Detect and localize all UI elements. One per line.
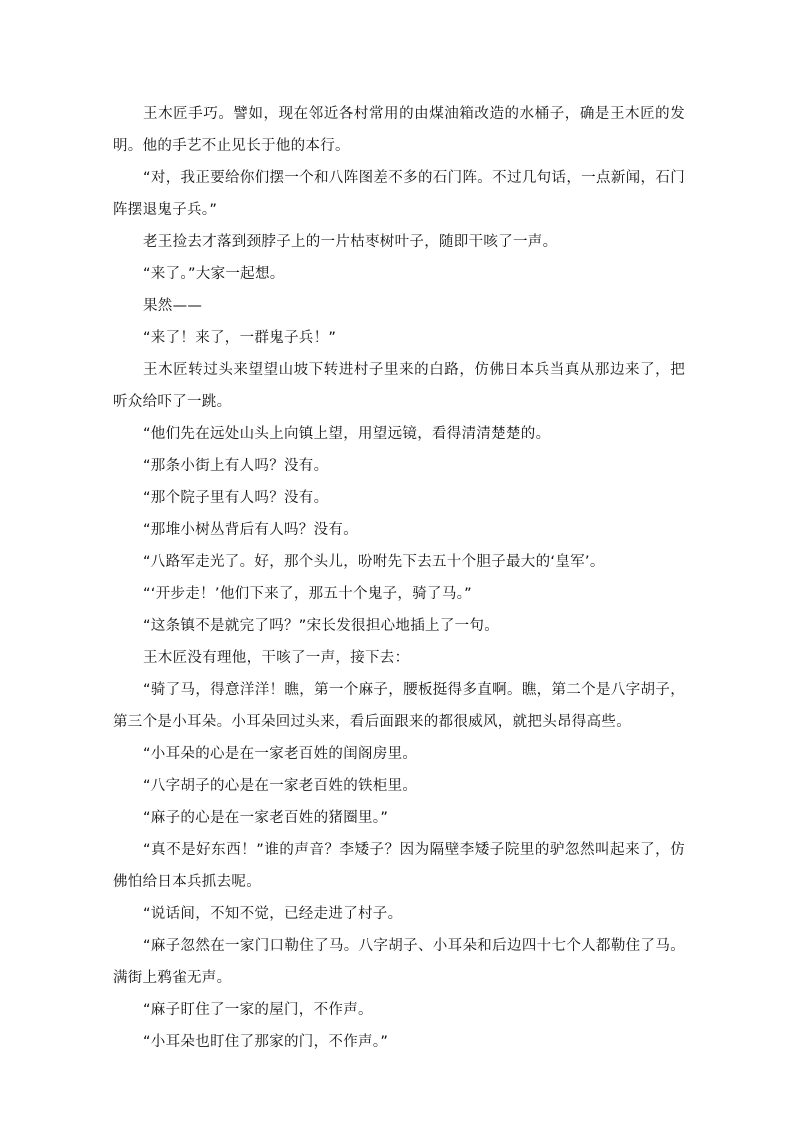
paragraph: 老王捡去才落到颈脖子上的一片枯枣树叶子，随即干咳了一声。 [143,234,558,250]
paragraph: “他们先在远处山头上向镇上望，用望远镜，看得清清楚楚的。 [143,426,551,442]
paragraph: 果然—— [143,298,203,314]
paragraph: “小耳朵也盯住了那家的门，不作声。” [143,1034,389,1050]
paragraph: “来了！来了，一群鬼子兵！” [143,330,337,346]
paragraph: “骑了马，得意洋洋！瞧，第一个麻子，腰板挺得多直啊。瞧，第二个是八字胡子，第三个是小耳朵。小耳朵回过头来，看后面跟来的都很威风，就把头昂得高些。 [113,682,685,730]
paragraph: “麻子忽然在一家门口勒住了马。八字胡子、小耳朵和后边四十七个人都勒住了马。满街上鸦雀无声。 [113,938,685,986]
paragraph: “八字胡子的心是在一家老百姓的铁柜里。 [143,778,418,794]
document-body [113,98,685,1058]
paragraph: “对，我正要给你们摆一个和八阵图差不多的石门阵。不过几句话，一点新闻，石门阵摆退鬼子兵。” [113,170,685,218]
paragraph: “小耳朵的心是在一家老百姓的闺阁房里。 [143,746,418,762]
paragraph: “麻子盯住了一家的屋门，不作声。 [143,1002,373,1018]
paragraph: “‘开步走！’他们下来了，那五十个鬼子，骑了马。” [143,586,472,602]
paragraph: “来了。”大家一起想。 [143,266,285,282]
paragraph: 王木匠转过头来望望山坡下转进村子里来的白路，仿佛日本兵当真从那边来了，把听众给吓了一跳。 [113,362,685,410]
paragraph: “麻子的心是在一家老百姓的猪圈里。” [143,810,389,826]
paragraph: “说话间，不知不觉，已经走进了村子。 [143,906,403,922]
paragraph: “那个院子里有人吗？没有。 [143,490,329,506]
paragraph: 王木匠没有理他，干咳了一声，接下去： [143,650,410,666]
paragraph: “这条镇不是就完了吗？”宋长发很担心地插上了一句。 [143,618,500,634]
paragraph: “真不是好东西！”谁的声音？李矮子？因为隔壁李矮子院里的驴忽然叫起来了，仿佛怕给日本兵抓去呢。 [113,842,685,890]
paragraph: “那条小街上有人吗？没有。 [143,458,329,474]
paragraph: “那堆小树丛背后有人吗？没有。 [143,522,359,538]
paragraph: 王木匠手巧。譬如，现在邻近各村常用的由煤油箱改造的水桶子，确是王木匠的发明。他的手艺不止见长于他的本行。 [113,106,685,154]
paragraph: “八路军走光了。好，那个头儿，吩咐先下去五十个胆子最大的‘皇军’。 [143,554,605,570]
